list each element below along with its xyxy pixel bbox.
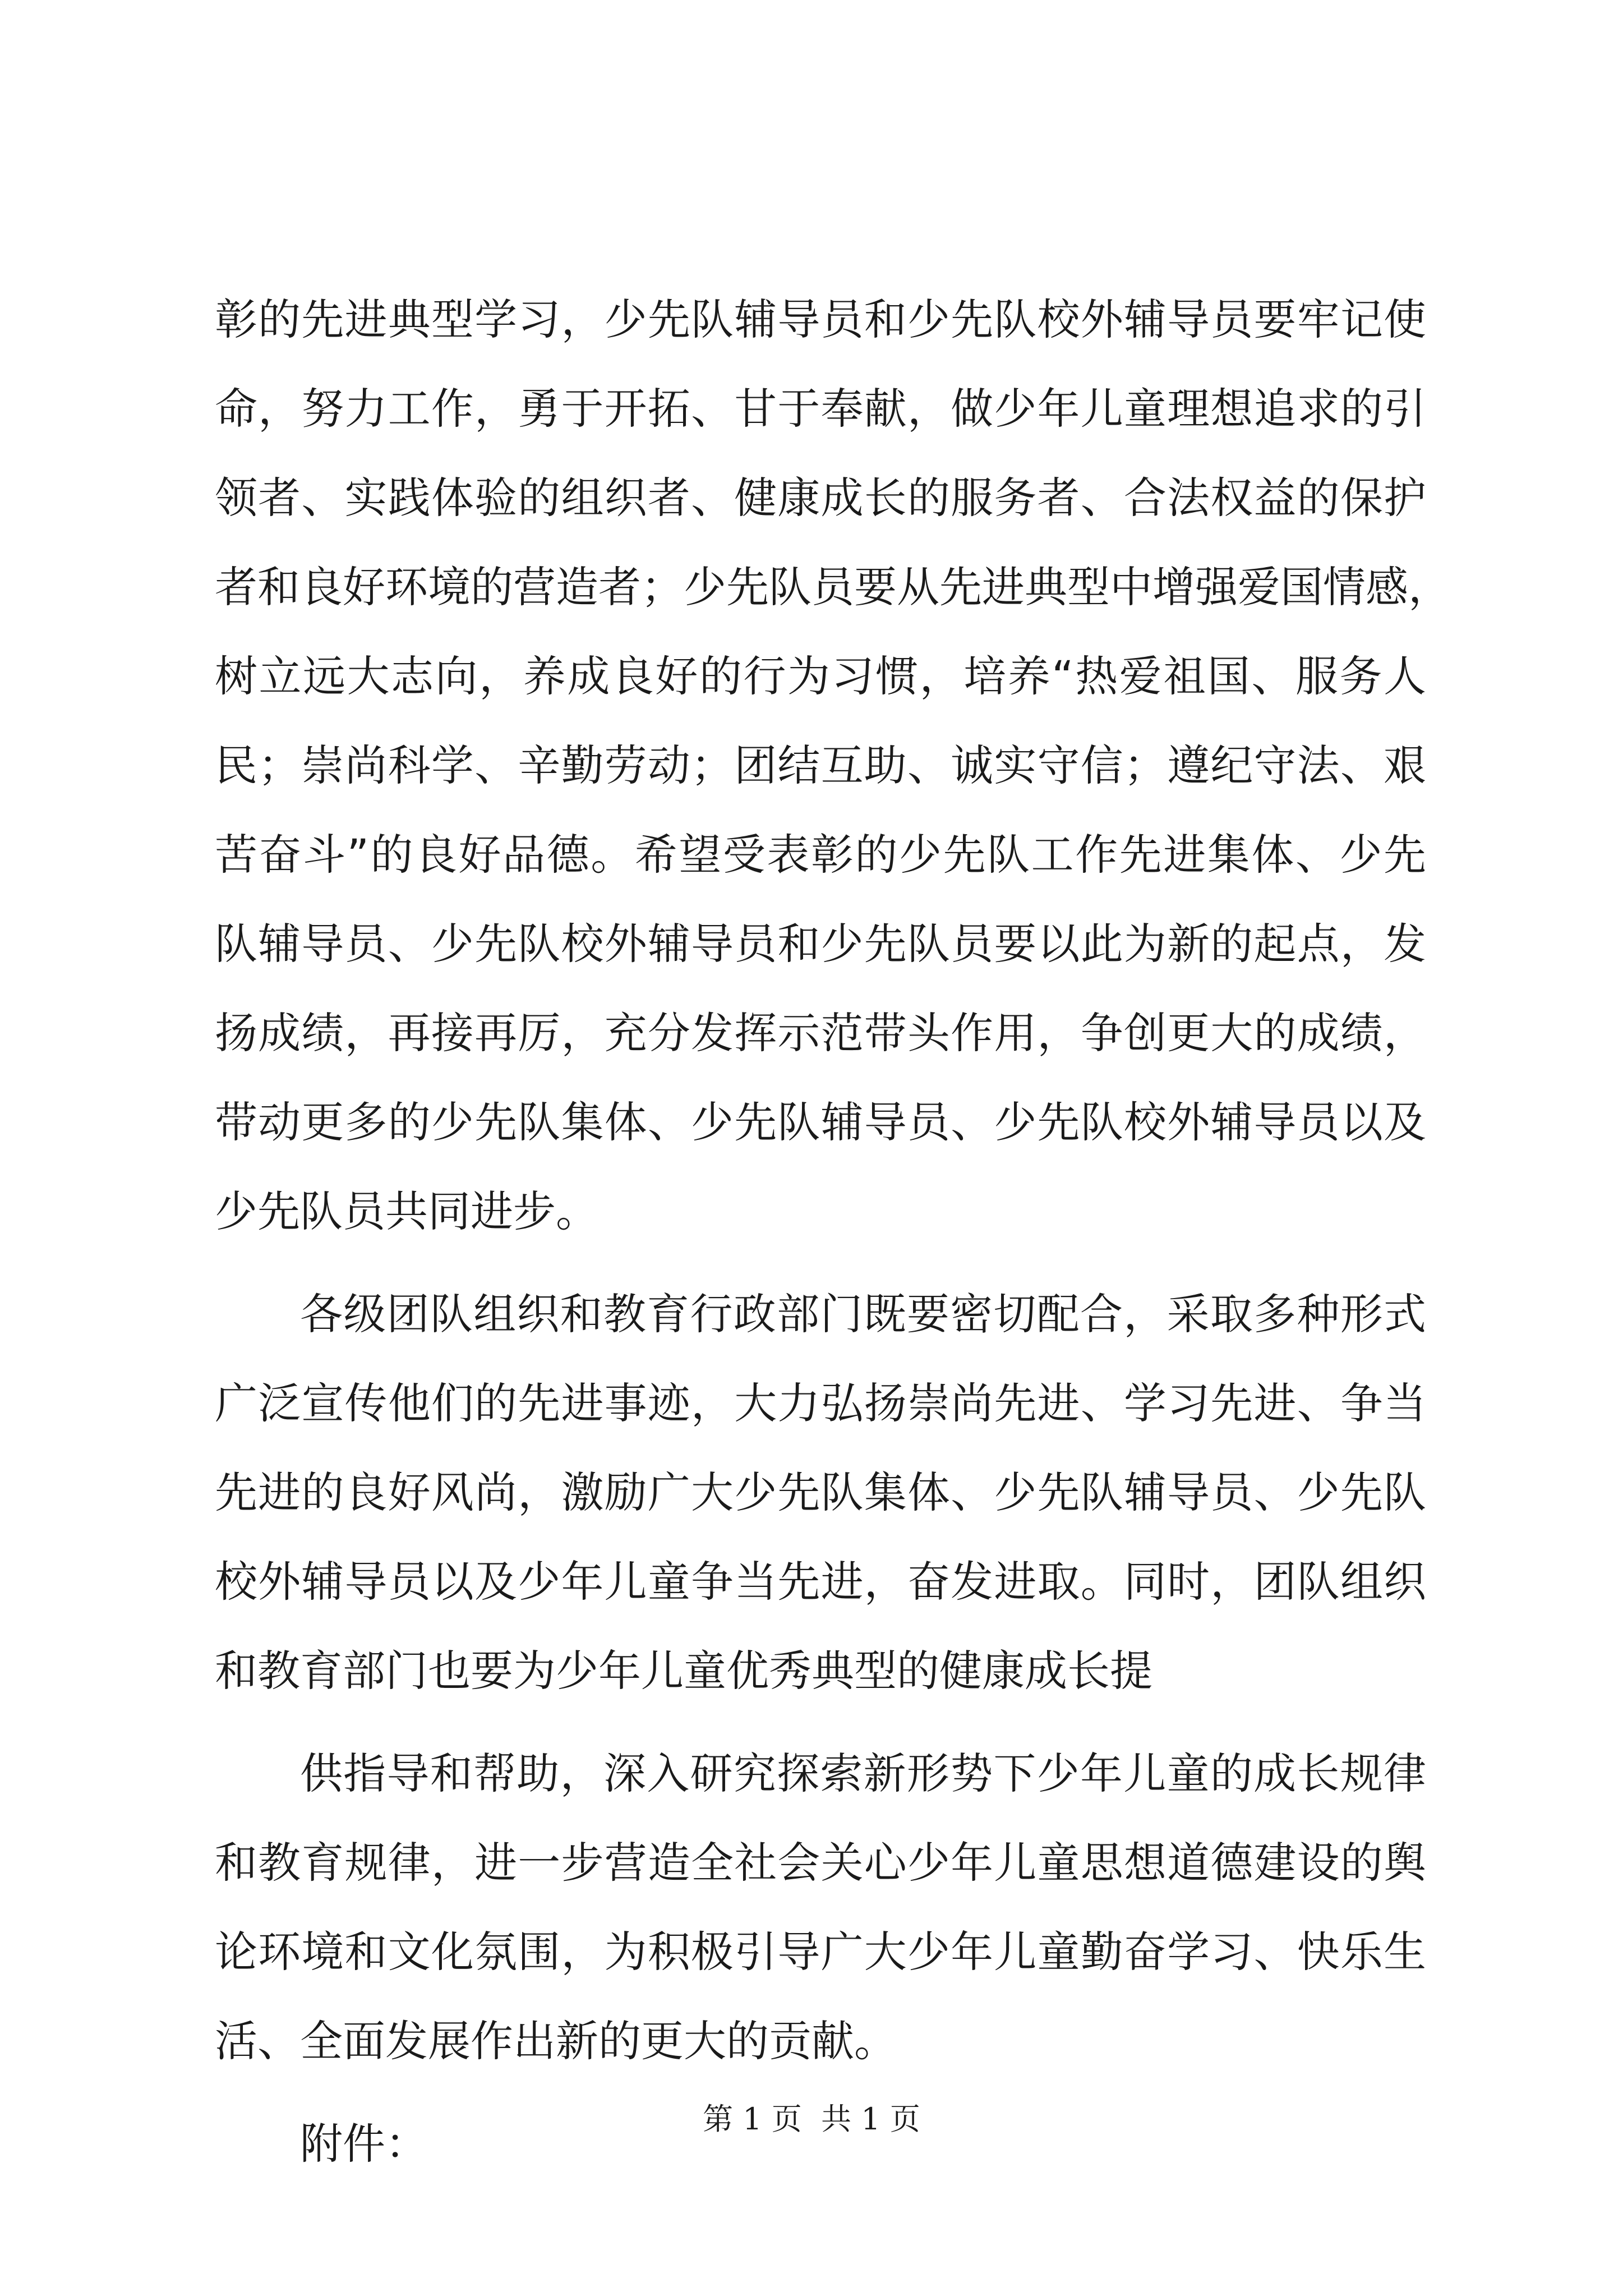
text-line: 树立远大志向，养成良好的行为习惯，培养“热爱祖国、服务人 [215,651,1426,701]
page-footer [0,2095,1623,2138]
paragraph-2 [215,1269,1426,1715]
paragraph-1 [215,275,1451,1256]
text-line: 队辅导员、少先队校外辅导员和少先队员要以此为新的起点，发 [215,919,1426,969]
text-line: 民；崇尚科学、辛勤劳动；团结互助、诚实守信；遵纪守法、艰 [215,740,1426,790]
text-line: 先进的良好风尚，激励广大少先队集体、少先队辅导员、少先队 [215,1467,1426,1517]
document-body [215,275,1451,2188]
text-line: 彰的先进典型学习，少先队辅导员和少先队校外辅导员要牢记使 [215,295,1426,344]
text-line: 苦奋斗”的良好品德。希望受表彰的少先队工作先进集体、少先 [215,830,1426,880]
text-line: 和教育部门也要为少年儿童优秀典型的健康成长提 [215,1646,1152,1696]
attachment-label: 附件： [300,2119,428,2169]
text-line: 少先队员共同进步。 [215,1186,598,1236]
page-number: 第 1 页 共 1 页 [703,2101,920,2137]
text-line: 广泛宣传他们的先进事迹，大力弘扬崇尚先进、学习先进、争当 [215,1378,1426,1428]
text-line: 领者、实践体验的组织者、健康成长的服务者、合法权益的保护 [215,473,1426,523]
paragraph-3 [215,1729,1426,2086]
text-line: 校外辅导员以及少年儿童争当先进，奋发进取。同时，团队组织 [215,1557,1426,1607]
text-line: 活、全面发展作出新的更大的贡献。 [215,2016,897,2066]
text-line: 各级团队组织和教育行政部门既要密切配合，采取多种形式 [300,1289,1426,1339]
paragraph-spacer [215,1256,1426,1269]
text-line: 论环境和文化氛围，为积极引导广大少年儿童勤奋学习、快乐生 [215,1927,1426,1977]
text-line: 和教育规律，进一步营造全社会关心少年儿童思想道德建设的舆 [215,1838,1426,1888]
text-line: 供指导和帮助，深入研究探索新形势下少年儿童的成长规律 [300,1749,1426,1798]
text-line: 者和良好环境的营造者；少先队员要从先进典型中增强爱国情感， [215,562,1451,612]
text-line: 扬成绩，再接再厉，充分发挥示范带头作用，争创更大的成绩， [215,1008,1426,1058]
text-line: 命，努力工作，勇于开拓、甘于奉献，做少年儿童理想追求的引 [215,384,1426,434]
paragraph-spacer [215,1715,1426,1729]
text-line: 带动更多的少先队集体、少先队辅导员、少先队校外辅导员以及 [215,1097,1426,1147]
